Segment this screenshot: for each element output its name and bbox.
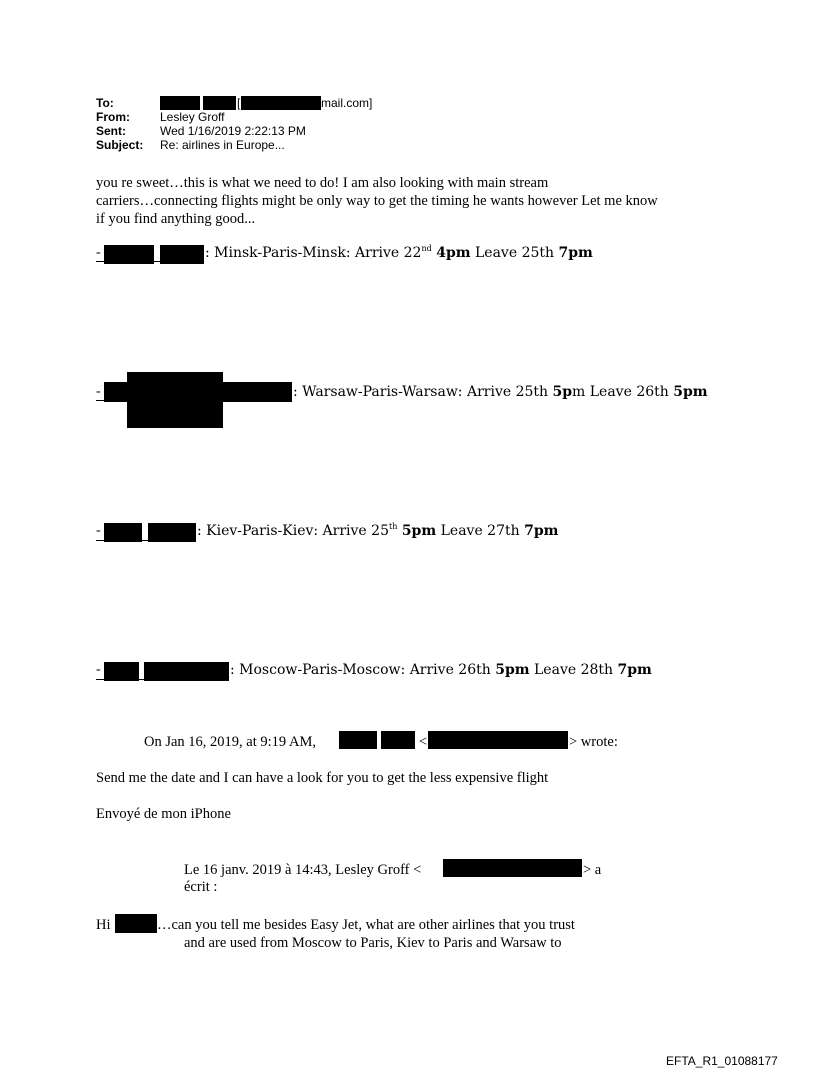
trip-kiev: : Kiev-Paris-Kiev: Arrive 25th 5pm Leave 27th 7pm	[197, 522, 559, 539]
hi-text: Hi	[96, 917, 111, 933]
question-line: and are used from Moscow to Paris, Kiev to Paris and Warsaw to	[184, 935, 562, 951]
subject-value: Re: airlines in Europe...	[160, 138, 285, 152]
redaction-box	[428, 731, 568, 749]
redaction-box	[443, 859, 582, 877]
redaction-box	[127, 372, 223, 428]
to-value: mail.com]	[321, 96, 373, 110]
subject-label: Subject:	[96, 138, 144, 152]
trip-warsaw: : Warsaw-Paris-Warsaw: Arrive 25th 5pm Leave 26th 5pm	[293, 384, 708, 400]
redaction-box	[160, 96, 200, 110]
body-line: if you find anything good...	[96, 211, 256, 227]
question-line: …can you tell me besides Easy Jet, what are other airlines that you trust	[157, 917, 575, 933]
quote-intro: On Jan 16, 2019, at 9:19 AM,	[144, 734, 316, 750]
quote-intro-fr: Le 16 janv. 2019 à 14:43, Lesley Groff <	[184, 862, 422, 878]
redaction-box	[160, 245, 204, 264]
redaction-box	[115, 914, 157, 933]
body-line: carriers…connecting flights might be only way to get the timing he wants however Let me know	[96, 193, 658, 209]
redaction-box	[339, 731, 377, 749]
dash: -	[96, 523, 101, 538]
redaction-box	[148, 523, 196, 542]
from-value: Lesley Groff	[160, 110, 225, 124]
sent-value: Wed 1/16/2019 2:22:13 PM	[160, 124, 306, 138]
sent-label: Sent:	[96, 124, 126, 138]
quote-message: Send me the date and I can have a look for you to get the less expensive flight	[96, 770, 549, 786]
email-header	[96, 96, 143, 152]
wrote-text: > wrote:	[569, 734, 618, 750]
message-body	[96, 174, 736, 228]
dash: -	[96, 245, 101, 260]
from-label: From:	[96, 110, 130, 124]
dash: -	[96, 384, 101, 399]
document-id: EFTA_R1_01088177	[666, 1054, 778, 1068]
bracket-text: [	[237, 96, 241, 110]
to-label: To:	[96, 96, 114, 110]
redaction-box	[104, 662, 139, 681]
trip-moscow: : Moscow-Paris-Moscow: Arrive 26th 5pm Leave 28th 7pm	[230, 662, 652, 678]
redaction-box	[241, 96, 321, 110]
signature: Envoyé de mon iPhone	[96, 806, 231, 822]
redaction-box	[381, 731, 415, 749]
lt-symbol: <	[419, 734, 428, 750]
redaction-box	[144, 662, 229, 681]
dash: -	[96, 662, 101, 677]
a-text: > a	[583, 862, 602, 878]
trip-minsk: : Minsk-Paris-Minsk: Arrive 22nd 4pm Leave 25th 7pm	[205, 244, 593, 261]
redaction-box	[104, 523, 142, 542]
redaction-box	[104, 245, 154, 264]
ecrit-text: écrit :	[184, 879, 218, 895]
body-line: you re sweet…this is what we need to do! I am also looking with main stream	[96, 175, 549, 191]
redaction-box	[203, 96, 236, 110]
